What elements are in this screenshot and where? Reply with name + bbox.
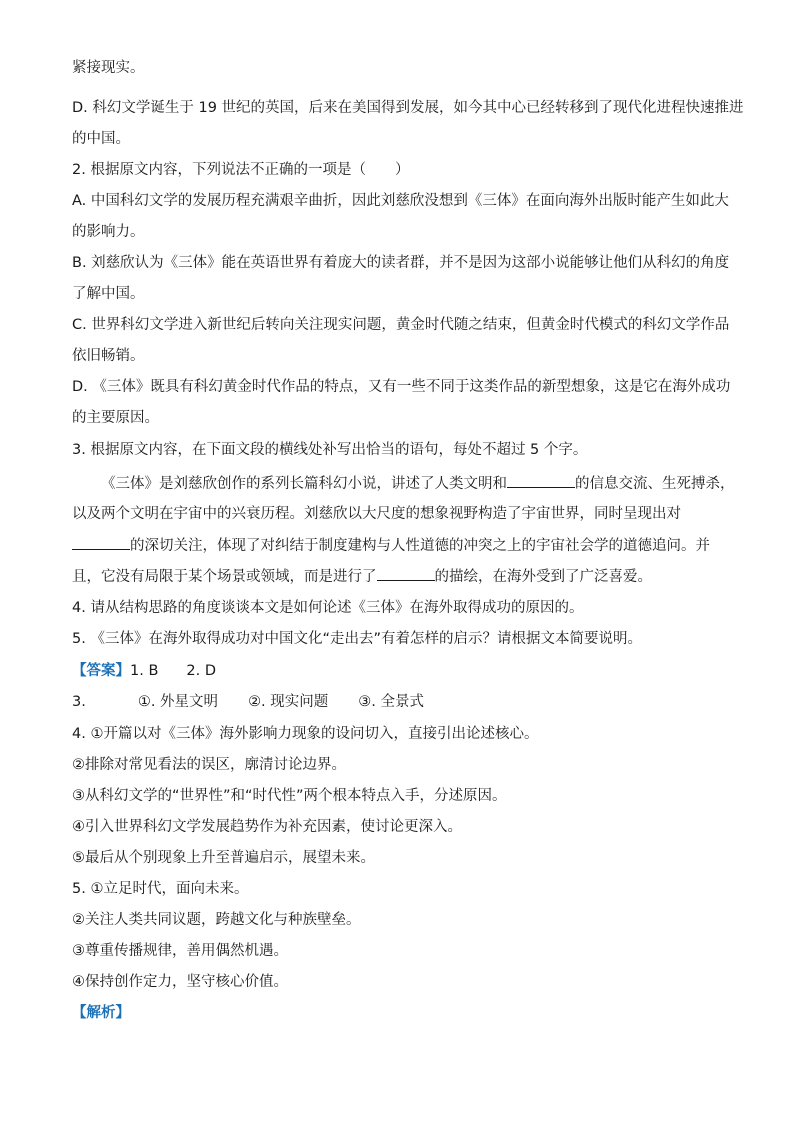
option-c-line: C. 世界科幻文学进入新世纪后转向关注现实问题，黄金时代随之结束，但黄金时代模式的科幻文学作品 bbox=[72, 317, 730, 333]
answer-4-line: ④引入世界科幻文学发展趋势作为补充因素，使讨论更深入。 bbox=[72, 819, 462, 835]
question-2: 2. 根据原文内容，下列说法不正确的一项是（ ） bbox=[72, 162, 410, 178]
answer-4-line: ⑤最后从个别现象上升至普遍启示，展望未来。 bbox=[72, 850, 375, 866]
text-line: 了解中国。 bbox=[72, 286, 145, 302]
question-4: 4. 请从结构思路的角度谈谈本文是如何论述《三体》在海外取得成功的原因的。 bbox=[72, 600, 584, 616]
text-line: 的主要原因。 bbox=[72, 410, 159, 426]
text-line: 的影响力。 bbox=[72, 224, 145, 240]
answer-4-line: 4. ①开篇以对《三体》海外影响力现象的设问切入，直接引出论述核心。 bbox=[72, 726, 539, 742]
passage-line: 《三体》是刘慈欣创作的系列长篇科幻小说，讲述了人类文明和 的信息交流、生死搏杀， bbox=[101, 473, 735, 494]
passage-line: 以及两个文明在宇宙中的兴衰历程。刘慈欣以大尺度的想象视野构造了宇宙世界，同时呈现出对 bbox=[72, 506, 681, 522]
answer-line: 【答案】1. B 2. D bbox=[72, 663, 217, 679]
passage-line: 的深切关注，体现了对纠结于制度建构与人性道德的冲突之上的宇宙社会学的道德追问。并 bbox=[72, 535, 710, 556]
passage-line: 且，它没有局限于某个场景或领域，而是进行了 的描绘，在海外受到了广泛喜爱。 bbox=[72, 566, 652, 587]
option-a-line: A. 中国科幻文学的发展历程充满艰辛曲折，因此刘慈欣没想到《三体》在面向海外出版时能产生如此大 bbox=[72, 193, 729, 209]
text-line: 紧接现实。 bbox=[72, 60, 145, 76]
answer-5-line: ④保持创作定力，坚守核心价值。 bbox=[72, 974, 288, 990]
option-b-line: B. 刘慈欣认为《三体》能在英语世界有着庞大的读者群，并不是因为这部小说能够让他们从科幻的角度 bbox=[72, 255, 730, 271]
fill-blank-2 bbox=[72, 535, 130, 550]
option-d-line: D. 科幻文学诞生于 19 世纪的英国，后来在美国得到发展，如今其中心已经转移到了现代化进程快速推进 bbox=[72, 100, 744, 116]
answer-4-line: ②排除对常见看法的误区，廓清讨论边界。 bbox=[72, 757, 346, 773]
answer-5-line: ③尊重传播规律，善用偶然机遇。 bbox=[72, 943, 288, 959]
text-line: 的中国。 bbox=[72, 131, 130, 147]
question-3: 3. 根据原文内容，在下面文段的横线处补写出恰当的语句，每处不超过 5 个字。 bbox=[72, 442, 588, 458]
answer-4-line: ③从科幻文学的“世界性”和“时代性”两个根本特点入手，分述原因。 bbox=[72, 788, 507, 804]
fill-blank-3 bbox=[377, 566, 435, 581]
option-d-line: D. 《三体》既具有科幻黄金时代作品的特点，又有一些不同于这类作品的新型想象，这是它在海外成功 bbox=[72, 379, 731, 395]
answer-5-line: 5. ①立足时代，面向未来。 bbox=[72, 881, 249, 897]
answer-5-line: ②关注人类共同议题，跨越文化与种族壁垒。 bbox=[72, 912, 361, 928]
text-line: 依旧畅销。 bbox=[72, 348, 145, 364]
answer-3-line: 3. ①. 外星文明 ②. 现实问题 ③. 全景式 bbox=[72, 694, 424, 710]
answer-label: 【答案】 bbox=[72, 663, 130, 679]
fill-blank-1 bbox=[507, 473, 575, 488]
question-5: 5. 《三体》在海外取得成功对中国文化“走出去”有着怎样的启示？请根据文本简要说明。 bbox=[72, 631, 642, 647]
analysis-label: 【解析】 bbox=[72, 1005, 130, 1021]
